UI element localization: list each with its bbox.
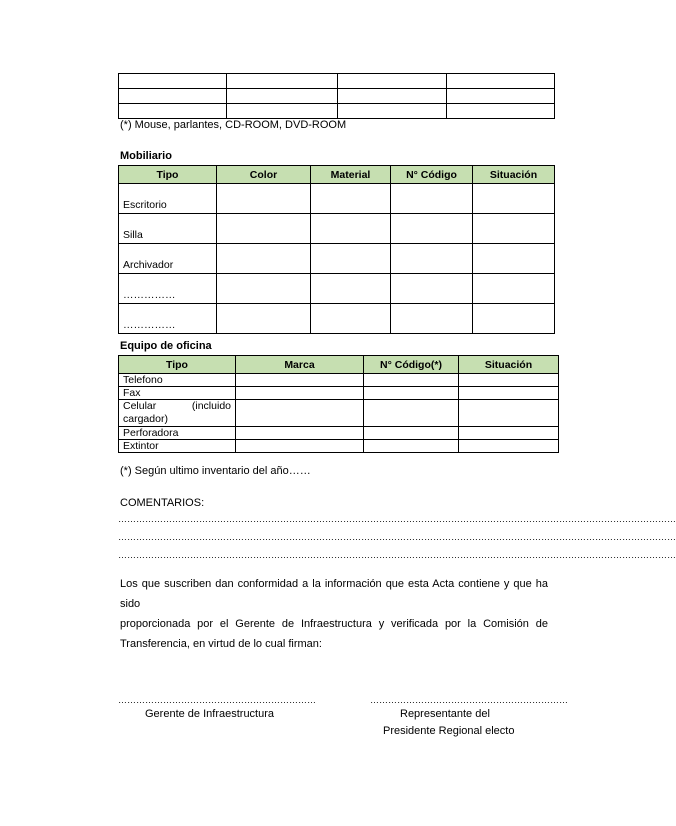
equipo-footnote: (*) Según ultimo inventario del año…… bbox=[120, 465, 311, 477]
column-header: Marca bbox=[236, 356, 364, 374]
table-cell bbox=[119, 89, 227, 104]
top-table bbox=[118, 73, 555, 119]
right-signature-title-1: Representante del bbox=[400, 708, 490, 720]
table-cell bbox=[391, 274, 473, 304]
table-cell bbox=[364, 387, 459, 400]
table-cell bbox=[459, 440, 559, 453]
table-cell bbox=[364, 374, 459, 387]
table-cell bbox=[447, 74, 555, 89]
table-row bbox=[119, 244, 555, 274]
table-header-row bbox=[119, 356, 559, 374]
cargador-word: cargador) bbox=[123, 413, 168, 425]
table-cell bbox=[236, 387, 364, 400]
right-signature-title-2: Presidente Regional electo bbox=[383, 725, 515, 737]
table-cell bbox=[459, 374, 559, 387]
table-cell bbox=[217, 184, 311, 214]
table-cell bbox=[459, 387, 559, 400]
table-cell bbox=[338, 104, 447, 119]
comment-line: …………………………………………………………………………………………………………………………………………………………………… bbox=[118, 532, 676, 542]
table-cell bbox=[447, 104, 555, 119]
column-header: Situación bbox=[459, 356, 559, 374]
celular-word: Celular bbox=[123, 400, 157, 412]
table-cell bbox=[217, 274, 311, 304]
column-header: N° Código bbox=[391, 166, 473, 184]
column-header: Material bbox=[311, 166, 391, 184]
row-label: Telefono bbox=[119, 374, 236, 387]
table-cell bbox=[119, 74, 227, 89]
table-cell bbox=[473, 184, 555, 214]
table-row bbox=[119, 387, 559, 400]
top-footnote: (*) Mouse, parlantes, CD-ROOM, DVD-ROOM bbox=[120, 119, 347, 131]
incluido-word: (incluido bbox=[191, 400, 231, 412]
comment-line: …………………………………………………………………………………………………………………………………………………………………… bbox=[118, 550, 676, 560]
right-signature-line: ………………………………………………………… bbox=[370, 695, 568, 705]
table-cell bbox=[473, 214, 555, 244]
table-cell bbox=[338, 89, 447, 104]
table-cell bbox=[447, 89, 555, 104]
table-cell bbox=[391, 184, 473, 214]
table-cell bbox=[311, 274, 391, 304]
table-cell bbox=[391, 214, 473, 244]
table-cell bbox=[473, 274, 555, 304]
table-cell bbox=[236, 440, 364, 453]
table-cell bbox=[338, 74, 447, 89]
table-cell bbox=[473, 244, 555, 274]
table-cell bbox=[364, 427, 459, 440]
comentarios-label: COMENTARIOS: bbox=[120, 497, 205, 509]
table-row bbox=[119, 304, 555, 334]
table-cell bbox=[459, 400, 559, 427]
row-label: …………… bbox=[119, 274, 217, 304]
table-cell bbox=[217, 304, 311, 334]
row-label: Silla bbox=[119, 214, 217, 244]
table-row bbox=[119, 274, 555, 304]
table-cell bbox=[473, 304, 555, 334]
table-cell bbox=[227, 104, 338, 119]
table-row bbox=[119, 74, 555, 89]
table-cell bbox=[311, 214, 391, 244]
table-cell bbox=[391, 304, 473, 334]
mobiliario-table bbox=[118, 165, 555, 334]
row-label: Archivador bbox=[119, 244, 217, 274]
table-cell bbox=[364, 440, 459, 453]
table-row bbox=[119, 89, 555, 104]
row-label: …………… bbox=[119, 304, 217, 334]
row-label: Perforadora bbox=[119, 427, 236, 440]
row-label: Extintor bbox=[119, 440, 236, 453]
row-label: Fax bbox=[119, 387, 236, 400]
comment-line: …………………………………………………………………………………………………………………………………………………………………… bbox=[118, 514, 676, 524]
table-cell bbox=[236, 400, 364, 427]
column-header: Situación bbox=[473, 166, 555, 184]
table-row bbox=[119, 440, 559, 453]
equipo-table bbox=[118, 355, 559, 453]
column-header: N° Código(*) bbox=[364, 356, 459, 374]
table-cell bbox=[311, 244, 391, 274]
paragraph-line: proporcionada por el Gerente de Infraestructura y verificada por la Comisión de bbox=[120, 618, 548, 630]
table-row bbox=[119, 104, 555, 119]
mobiliario-title: Mobiliario bbox=[120, 150, 172, 162]
column-header: Tipo bbox=[119, 356, 236, 374]
left-signature-line: ………………………………………………………… bbox=[118, 695, 316, 705]
table-cell bbox=[391, 244, 473, 274]
table-cell bbox=[311, 184, 391, 214]
table-cell bbox=[364, 400, 459, 427]
table-cell bbox=[236, 374, 364, 387]
row-label-celular bbox=[119, 400, 236, 427]
column-header: Tipo bbox=[119, 166, 217, 184]
table-cell bbox=[236, 427, 364, 440]
row-label: Escritorio bbox=[119, 184, 217, 214]
table-cell bbox=[227, 89, 338, 104]
table-cell bbox=[217, 244, 311, 274]
table-cell bbox=[119, 104, 227, 119]
paragraph-line: Los que suscriben dan conformidad a la información que esta Acta contiene y que ha sido bbox=[120, 578, 548, 610]
table-row bbox=[119, 427, 559, 440]
paragraph-line: Transferencia, en virtud de lo cual firman: bbox=[120, 638, 322, 650]
column-header: Color bbox=[217, 166, 311, 184]
table-row bbox=[119, 184, 555, 214]
equipo-title: Equipo de oficina bbox=[120, 340, 212, 352]
conformity-paragraph bbox=[120, 574, 548, 654]
table-cell bbox=[227, 74, 338, 89]
table-header-row bbox=[119, 166, 555, 184]
table-cell bbox=[311, 304, 391, 334]
table-cell bbox=[459, 427, 559, 440]
table-cell bbox=[217, 214, 311, 244]
table-row bbox=[119, 374, 559, 387]
table-row bbox=[119, 214, 555, 244]
left-signature-title: Gerente de Infraestructura bbox=[145, 708, 275, 720]
table-row bbox=[119, 400, 559, 427]
